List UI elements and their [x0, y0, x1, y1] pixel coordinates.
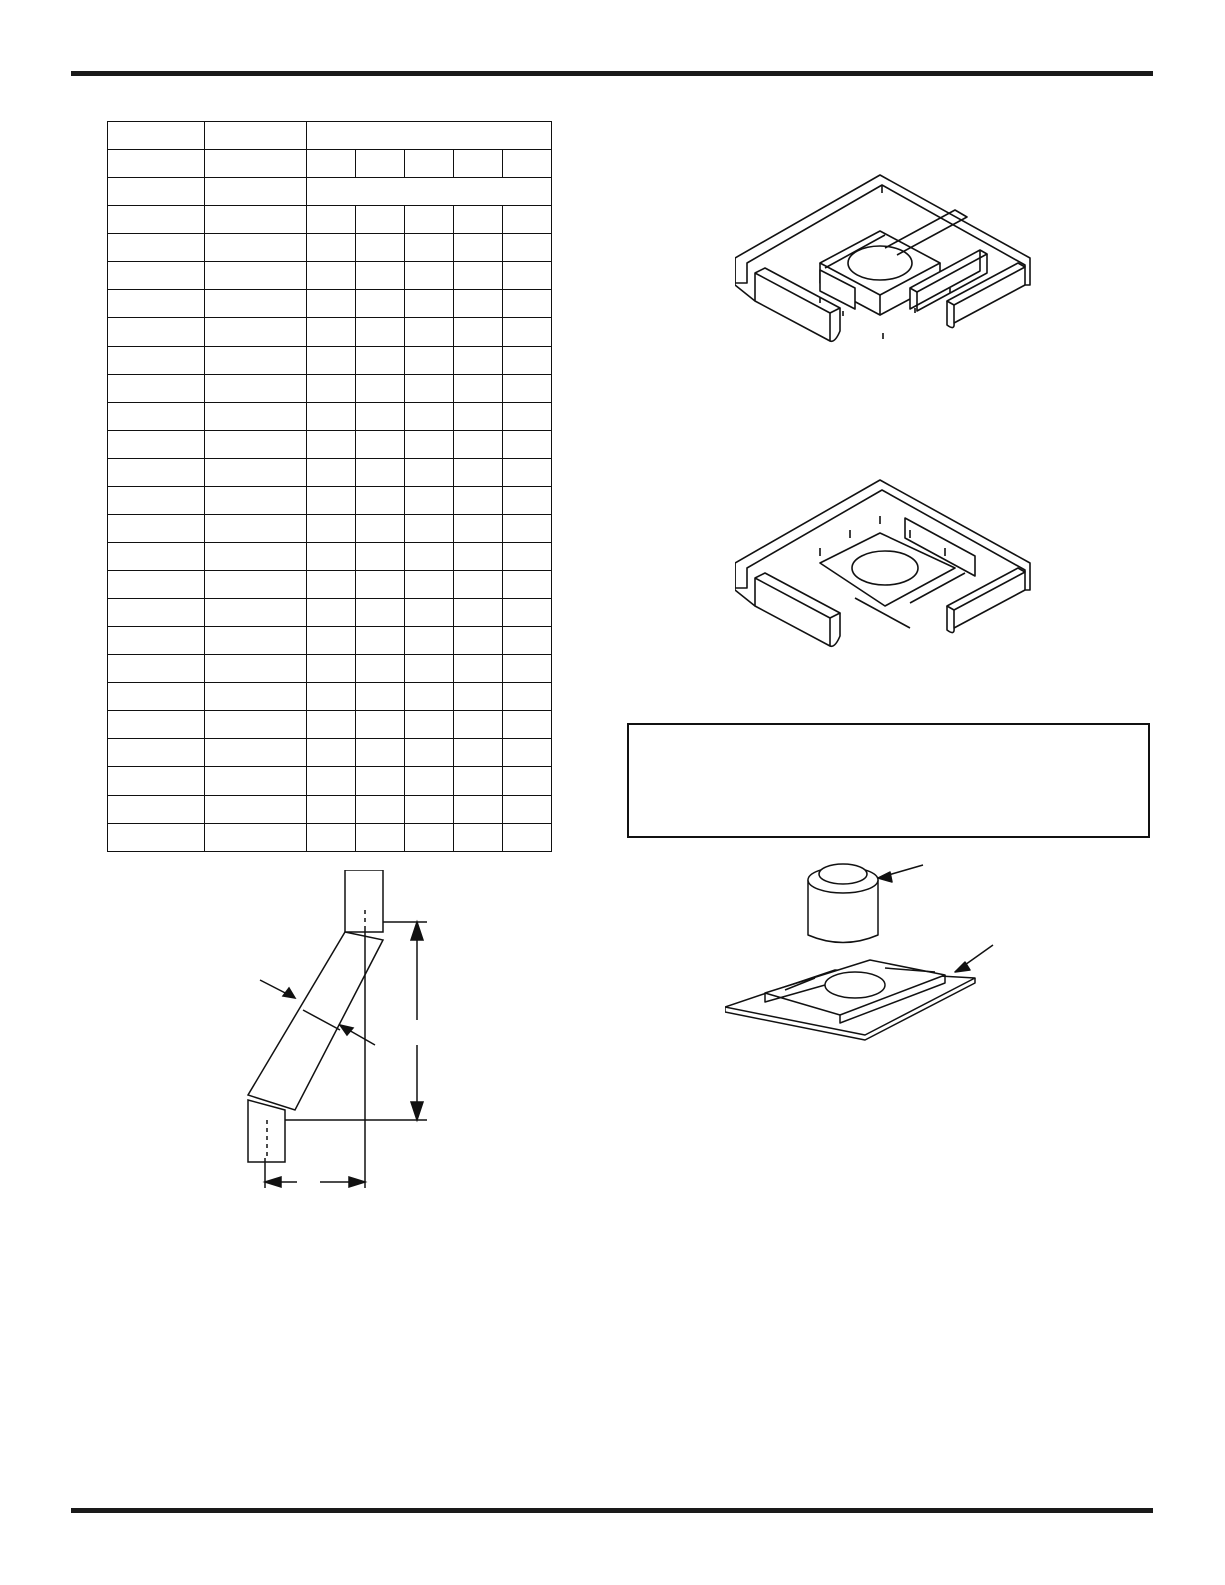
table-cell [307, 795, 356, 823]
table-cell [405, 627, 454, 655]
table-cell [205, 711, 307, 739]
table-cell [405, 206, 454, 234]
table-cell [405, 655, 454, 683]
table-cell [503, 290, 552, 318]
table-cell [454, 571, 503, 599]
table-cell [454, 318, 503, 346]
table-cell [108, 290, 205, 318]
table-cell [205, 767, 307, 795]
table-cell [405, 402, 454, 430]
table-cell [356, 767, 405, 795]
table-cell [503, 795, 552, 823]
table-cell [108, 599, 205, 627]
table-cell [356, 514, 405, 542]
table-row [108, 486, 552, 514]
table-cell [503, 599, 552, 627]
table-row [108, 795, 552, 823]
table-cell [307, 514, 356, 542]
table-cell [205, 655, 307, 683]
table-cell [307, 739, 356, 767]
table-cell [405, 150, 454, 178]
table-cell [503, 374, 552, 402]
table-cell [405, 823, 454, 851]
ceiling-framing-with-firestop-box [735, 173, 1045, 353]
table-cell [356, 430, 405, 458]
table-cell [205, 571, 307, 599]
table-cell [503, 234, 552, 262]
table-cell [108, 795, 205, 823]
table-cell [205, 514, 307, 542]
table-cell [356, 374, 405, 402]
table-cell [205, 178, 307, 206]
table-cell [454, 374, 503, 402]
offset-pipe-diagram [245, 870, 445, 1200]
table-cell [205, 150, 307, 178]
table-cell [205, 458, 307, 486]
table-cell [503, 739, 552, 767]
table-cell [108, 571, 205, 599]
table-cell [205, 739, 307, 767]
table-cell [307, 318, 356, 346]
table-cell [108, 374, 205, 402]
table-row [108, 122, 552, 150]
table-cell [405, 514, 454, 542]
table-cell [205, 823, 307, 851]
table-cell [205, 122, 307, 150]
table-cell [307, 711, 356, 739]
table-cell [108, 739, 205, 767]
top-rule [71, 71, 1153, 76]
table-cell [307, 599, 356, 627]
table-cell [108, 683, 205, 711]
table-cell [503, 514, 552, 542]
table-cell [307, 542, 356, 570]
table-cell [454, 767, 503, 795]
note-box [627, 723, 1150, 838]
table-cell [307, 262, 356, 290]
table-cell [405, 683, 454, 711]
table-cell [503, 571, 552, 599]
table-cell [108, 150, 205, 178]
table-row [108, 374, 552, 402]
table-cell [405, 571, 454, 599]
table-cell [205, 234, 307, 262]
firestop-assembly [725, 850, 1025, 1055]
table-cell [108, 823, 205, 851]
table-row [108, 739, 552, 767]
table-cell [108, 262, 205, 290]
table-cell [503, 430, 552, 458]
table-cell [307, 458, 356, 486]
table-cell [108, 346, 205, 374]
table-row [108, 402, 552, 430]
table-cell [356, 262, 405, 290]
table-cell [356, 318, 405, 346]
table-cell [454, 655, 503, 683]
table-row [108, 458, 552, 486]
offset-table [107, 121, 552, 852]
table-cell [503, 402, 552, 430]
table-cell [503, 458, 552, 486]
table-cell [108, 178, 205, 206]
table-cell [454, 486, 503, 514]
table-cell [454, 627, 503, 655]
table-cell [205, 290, 307, 318]
table-cell [405, 290, 454, 318]
table-cell [108, 655, 205, 683]
table-cell [503, 542, 552, 570]
table-cell [503, 346, 552, 374]
table-cell [307, 823, 356, 851]
table-cell [356, 542, 405, 570]
table-cell [454, 262, 503, 290]
table-cell [405, 262, 454, 290]
table-cell [454, 683, 503, 711]
table-cell [454, 711, 503, 739]
table-row [108, 150, 552, 178]
table-row [108, 346, 552, 374]
table-cell [108, 486, 205, 514]
table-cell [307, 683, 356, 711]
table-cell [108, 206, 205, 234]
table-cell [205, 402, 307, 430]
table-cell [307, 571, 356, 599]
table-cell [503, 262, 552, 290]
table-cell [307, 150, 356, 178]
table-cell [454, 823, 503, 851]
table-cell [205, 683, 307, 711]
table-cell [454, 430, 503, 458]
table-cell [405, 711, 454, 739]
table-cell [356, 683, 405, 711]
table-cell [405, 599, 454, 627]
table-cell [307, 374, 356, 402]
table-row [108, 290, 552, 318]
table-cell [205, 542, 307, 570]
table-cell [454, 599, 503, 627]
table-row [108, 318, 552, 346]
table-cell [405, 458, 454, 486]
table-cell [307, 402, 356, 430]
table-cell [356, 711, 405, 739]
table-cell [307, 122, 552, 150]
table-cell [205, 795, 307, 823]
table-cell [356, 234, 405, 262]
table-cell [307, 767, 356, 795]
table-cell [307, 346, 356, 374]
table-cell [205, 262, 307, 290]
table-cell [205, 486, 307, 514]
table-cell [356, 346, 405, 374]
table-cell [356, 486, 405, 514]
table-cell [454, 514, 503, 542]
table-cell [405, 795, 454, 823]
table-row [108, 542, 552, 570]
table-cell [503, 627, 552, 655]
table-cell [356, 571, 405, 599]
table-row [108, 206, 552, 234]
table-cell [405, 234, 454, 262]
table-cell [503, 206, 552, 234]
table-row [108, 430, 552, 458]
table-cell [454, 234, 503, 262]
table-cell [503, 683, 552, 711]
offset-table-body [108, 122, 552, 852]
table-cell [356, 627, 405, 655]
table-cell [307, 234, 356, 262]
table-cell [405, 346, 454, 374]
table-cell [454, 739, 503, 767]
table-cell [503, 486, 552, 514]
table-cell [405, 486, 454, 514]
table-cell [307, 627, 356, 655]
table-cell [503, 767, 552, 795]
table-cell [307, 430, 356, 458]
table-cell [454, 150, 503, 178]
table-cell [108, 402, 205, 430]
table-cell [205, 430, 307, 458]
table-cell [405, 374, 454, 402]
table-cell [108, 711, 205, 739]
table-cell [454, 458, 503, 486]
table-cell [307, 655, 356, 683]
table-cell [205, 627, 307, 655]
table-cell [405, 318, 454, 346]
table-cell [356, 823, 405, 851]
table-cell [503, 150, 552, 178]
table-row [108, 262, 552, 290]
table-cell [108, 514, 205, 542]
table-row [108, 599, 552, 627]
table-cell [205, 206, 307, 234]
table-cell [108, 767, 205, 795]
table-row [108, 178, 552, 206]
table-row [108, 571, 552, 599]
table-row [108, 823, 552, 851]
table-row [108, 683, 552, 711]
table-row [108, 711, 552, 739]
table-cell [405, 739, 454, 767]
table-row [108, 767, 552, 795]
table-cell [503, 711, 552, 739]
table-cell [454, 206, 503, 234]
table-cell [454, 346, 503, 374]
table-cell [503, 318, 552, 346]
table-row [108, 627, 552, 655]
table-row [108, 655, 552, 683]
table-cell [356, 739, 405, 767]
table-cell [454, 290, 503, 318]
table-cell [108, 122, 205, 150]
table-cell [108, 458, 205, 486]
table-cell [503, 823, 552, 851]
table-cell [356, 402, 405, 430]
table-cell [108, 318, 205, 346]
table-row [108, 514, 552, 542]
table-cell [454, 542, 503, 570]
table-cell [108, 627, 205, 655]
bottom-rule [71, 1508, 1153, 1513]
table-cell [454, 795, 503, 823]
table-row [108, 234, 552, 262]
table-cell [307, 206, 356, 234]
table-cell [405, 430, 454, 458]
table-cell [307, 178, 552, 206]
table-cell [405, 542, 454, 570]
table-cell [356, 206, 405, 234]
table-cell [356, 150, 405, 178]
table-cell [205, 318, 307, 346]
table-cell [454, 402, 503, 430]
table-cell [108, 542, 205, 570]
table-cell [307, 486, 356, 514]
table-cell [108, 430, 205, 458]
table-cell [356, 655, 405, 683]
table-cell [356, 458, 405, 486]
table-cell [356, 290, 405, 318]
table-cell [356, 599, 405, 627]
table-cell [307, 290, 356, 318]
table-cell [503, 655, 552, 683]
table-cell [205, 599, 307, 627]
table-cell [108, 234, 205, 262]
table-cell [205, 374, 307, 402]
table-cell [205, 346, 307, 374]
table-cell [356, 795, 405, 823]
table-cell [405, 767, 454, 795]
ceiling-framing-with-firestop-plate [735, 478, 1045, 653]
